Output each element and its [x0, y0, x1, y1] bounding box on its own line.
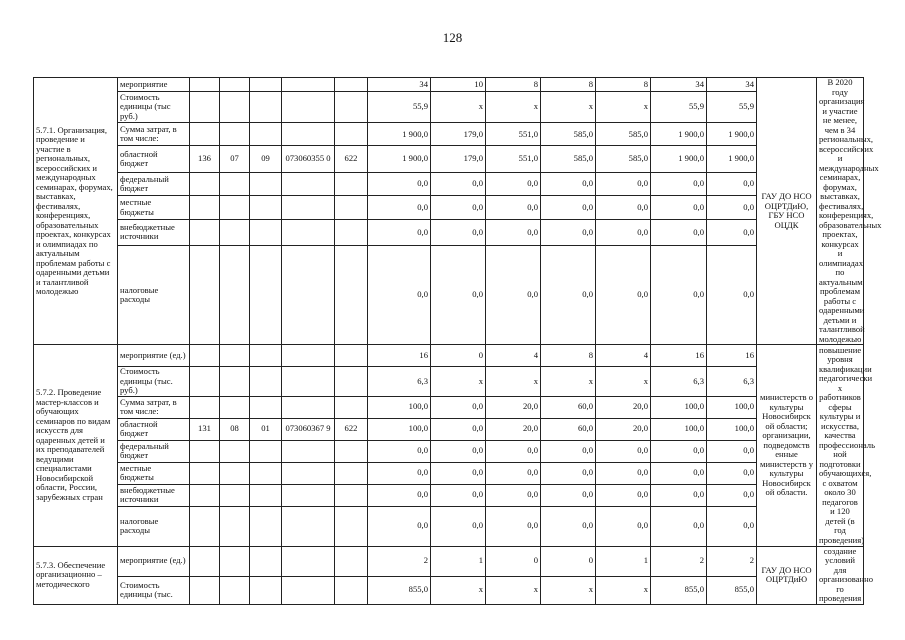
code-vr-empty — [335, 367, 368, 397]
indicator-label: областной бюджет — [118, 418, 190, 440]
value-cell: 1 900,0 — [707, 146, 757, 173]
value-cell: 8 — [541, 78, 596, 92]
code-vr-empty — [335, 462, 368, 484]
code-rz-empty — [220, 484, 250, 506]
code-rz: 07 — [220, 146, 250, 173]
value-cell: 6,3 — [707, 367, 757, 397]
table-row — [34, 576, 864, 604]
indicator-label: областной бюджет — [118, 146, 190, 173]
value-cell: 0,0 — [541, 506, 596, 546]
value-cell: 0,0 — [596, 196, 651, 219]
code-csr-empty — [282, 91, 335, 122]
value-cell: 4 — [486, 345, 541, 367]
value-cell: 0,0 — [431, 196, 486, 219]
code-grbs-empty — [190, 546, 220, 576]
code-csr-empty — [282, 462, 335, 484]
value-cell: 0,0 — [651, 219, 707, 246]
value-cell: 2 — [707, 546, 757, 576]
value-cell: 8 — [596, 78, 651, 92]
value-cell: 0,0 — [486, 196, 541, 219]
code-vr-empty — [335, 123, 368, 146]
table-row — [34, 345, 864, 367]
code-vr-empty — [335, 246, 368, 345]
value-cell: 16 — [707, 345, 757, 367]
value-cell: 0,0 — [486, 246, 541, 345]
value-cell: 100,0 — [651, 396, 707, 418]
code-csr-empty — [282, 506, 335, 546]
value-cell: 34 — [368, 78, 431, 92]
code-vr-empty — [335, 546, 368, 576]
code-rz-empty — [220, 78, 250, 92]
code-grbs-empty — [190, 367, 220, 397]
code-pr-empty — [250, 440, 282, 462]
code-pr-empty — [250, 367, 282, 397]
value-cell: 34 — [707, 78, 757, 92]
value-cell: 585,0 — [541, 123, 596, 146]
value-cell: 0,0 — [541, 440, 596, 462]
value-cell: 0,0 — [368, 462, 431, 484]
code-rz-empty — [220, 396, 250, 418]
value-cell: 585,0 — [596, 146, 651, 173]
value-cell: 0 — [541, 546, 596, 576]
executor: министерств о культуры Новосибирск ой области; организации, подведомств енные министерств у культуры Новосибирск ой области. — [757, 345, 817, 547]
measure-title: 5.7.3. Обеспечение организационно – методического — [34, 546, 118, 604]
value-cell: 0,0 — [651, 172, 707, 195]
value-cell: 1 900,0 — [368, 146, 431, 173]
value-cell: 0,0 — [431, 462, 486, 484]
value-cell: х — [541, 576, 596, 604]
code-rz-empty — [220, 345, 250, 367]
value-cell: 179,0 — [431, 146, 486, 173]
value-cell: х — [486, 91, 541, 122]
code-vr-empty — [335, 440, 368, 462]
expected-result: повышение уровня квалификации педагогически х работников сферы культуры и искусства, качества профессиональ ной подготовки обучающихся, с охватом около 30 педагогов и 120 детей (в год проведения) — [817, 345, 864, 547]
value-cell: 0,0 — [486, 219, 541, 246]
code-rz-empty — [220, 172, 250, 195]
table-row — [34, 172, 864, 195]
executor: ГАУ ДО НСО ОЦРТДиЮ, ГБУ НСО ОЦДК — [757, 78, 817, 345]
value-cell: 0,0 — [596, 440, 651, 462]
code-rz-empty — [220, 462, 250, 484]
code-csr-empty — [282, 440, 335, 462]
value-cell: 0,0 — [596, 172, 651, 195]
value-cell: 0,0 — [431, 396, 486, 418]
indicator-label: Стоимость единицы (тыс руб.) — [118, 91, 190, 122]
table-row — [34, 78, 864, 92]
value-cell: 55,9 — [651, 91, 707, 122]
code-grbs-empty — [190, 462, 220, 484]
code-grbs: 131 — [190, 418, 220, 440]
indicator-label: мероприятие (ед.) — [118, 345, 190, 367]
value-cell: 0,0 — [486, 462, 541, 484]
code-grbs-empty — [190, 219, 220, 246]
value-cell: 0,0 — [368, 219, 431, 246]
code-csr: 073060367 9 — [282, 418, 335, 440]
code-pr: 09 — [250, 146, 282, 173]
value-cell: 0,0 — [707, 506, 757, 546]
value-cell: 551,0 — [486, 123, 541, 146]
code-pr: 01 — [250, 418, 282, 440]
code-csr-empty — [282, 484, 335, 506]
value-cell: 179,0 — [431, 123, 486, 146]
value-cell: 0,0 — [651, 506, 707, 546]
code-pr-empty — [250, 219, 282, 246]
value-cell: 1 — [431, 546, 486, 576]
indicator-label: местные бюджеты — [118, 196, 190, 219]
code-grbs-empty — [190, 123, 220, 146]
value-cell: 0,0 — [541, 484, 596, 506]
value-cell: 0,0 — [707, 196, 757, 219]
code-grbs-empty — [190, 576, 220, 604]
value-cell: 585,0 — [541, 146, 596, 173]
value-cell: 0,0 — [651, 484, 707, 506]
indicator-label: Стоимость единицы (тыс. — [118, 576, 190, 604]
code-rz-empty — [220, 506, 250, 546]
indicator-label: налоговые расходы — [118, 246, 190, 345]
value-cell: 6,3 — [368, 367, 431, 397]
value-cell: х — [541, 91, 596, 122]
table-row — [34, 91, 864, 122]
code-vr-empty — [335, 172, 368, 195]
value-cell: 20,0 — [486, 418, 541, 440]
code-csr-empty — [282, 546, 335, 576]
value-cell: 0,0 — [368, 440, 431, 462]
indicator-label: Стоимость единицы (тыс. руб.) — [118, 367, 190, 397]
table-row — [34, 146, 864, 173]
code-vr-empty — [335, 576, 368, 604]
code-vr-empty — [335, 506, 368, 546]
indicator-label: федеральный бюджет — [118, 440, 190, 462]
table-row — [34, 546, 864, 576]
value-cell: 60,0 — [541, 418, 596, 440]
code-rz-empty — [220, 246, 250, 345]
code-vr-empty — [335, 484, 368, 506]
value-cell: 551,0 — [486, 146, 541, 173]
value-cell: 100,0 — [707, 396, 757, 418]
code-csr-empty — [282, 219, 335, 246]
table-row — [34, 418, 864, 440]
value-cell: 855,0 — [651, 576, 707, 604]
code-pr-empty — [250, 484, 282, 506]
value-cell: 0,0 — [707, 219, 757, 246]
value-cell: 0,0 — [368, 246, 431, 345]
value-cell: 20,0 — [596, 396, 651, 418]
value-cell: х — [541, 367, 596, 397]
value-cell: 0,0 — [596, 506, 651, 546]
code-pr-empty — [250, 78, 282, 92]
code-pr-empty — [250, 246, 282, 345]
value-cell: 20,0 — [596, 418, 651, 440]
value-cell: 0,0 — [486, 506, 541, 546]
value-cell: 100,0 — [368, 418, 431, 440]
value-cell: х — [431, 576, 486, 604]
measure-title: 5.7.2. Проведение мастер-классов и обучающих семинаров по видам искусств для одаренных детей и их преподавателей ведущими специалистами Новосибирской области, России, зарубежных стран — [34, 345, 118, 547]
code-csr-empty — [282, 123, 335, 146]
value-cell: 1 900,0 — [651, 123, 707, 146]
value-cell: 2 — [651, 546, 707, 576]
code-pr-empty — [250, 462, 282, 484]
code-grbs: 136 — [190, 146, 220, 173]
value-cell: 0,0 — [541, 462, 596, 484]
code-grbs-empty — [190, 91, 220, 122]
table-row — [34, 367, 864, 397]
value-cell: х — [486, 367, 541, 397]
value-cell: 1 900,0 — [651, 146, 707, 173]
value-cell: 8 — [541, 345, 596, 367]
value-cell: 8 — [486, 78, 541, 92]
table-row — [34, 196, 864, 219]
code-pr-empty — [250, 546, 282, 576]
value-cell: 0,0 — [431, 172, 486, 195]
code-pr-empty — [250, 91, 282, 122]
table-row — [34, 506, 864, 546]
code-vr-empty — [335, 219, 368, 246]
code-rz-empty — [220, 367, 250, 397]
value-cell: 0,0 — [707, 484, 757, 506]
value-cell: х — [431, 91, 486, 122]
value-cell: 1 900,0 — [707, 123, 757, 146]
indicator-label: внебюджетные источники — [118, 219, 190, 246]
value-cell: 0,0 — [368, 506, 431, 546]
value-cell: 0 — [431, 345, 486, 367]
code-csr: 073060355 0 — [282, 146, 335, 173]
code-grbs-empty — [190, 440, 220, 462]
code-vr: 622 — [335, 418, 368, 440]
value-cell: 0,0 — [707, 440, 757, 462]
code-csr-empty — [282, 367, 335, 397]
page-number: 128 — [442, 30, 463, 45]
value-cell: 100,0 — [651, 418, 707, 440]
code-csr-empty — [282, 396, 335, 418]
code-rz: 08 — [220, 418, 250, 440]
value-cell: 0,0 — [431, 440, 486, 462]
value-cell: 585,0 — [596, 123, 651, 146]
value-cell: 0,0 — [368, 172, 431, 195]
value-cell: 55,9 — [368, 91, 431, 122]
value-cell: 16 — [368, 345, 431, 367]
value-cell: 0,0 — [707, 246, 757, 345]
table-row — [34, 484, 864, 506]
value-cell: х — [431, 367, 486, 397]
value-cell: 0,0 — [431, 246, 486, 345]
value-cell: 100,0 — [707, 418, 757, 440]
value-cell: 0,0 — [596, 219, 651, 246]
value-cell: 0,0 — [651, 440, 707, 462]
value-cell: х — [596, 91, 651, 122]
indicator-label: мероприятие — [118, 78, 190, 92]
indicator-label: внебюджетные источники — [118, 484, 190, 506]
value-cell: 10 — [431, 78, 486, 92]
table-row — [34, 246, 864, 345]
code-grbs-empty — [190, 196, 220, 219]
code-csr-empty — [282, 576, 335, 604]
code-vr-empty — [335, 78, 368, 92]
code-vr-empty — [335, 396, 368, 418]
code-vr-empty — [335, 345, 368, 367]
executor: ГАУ ДО НСО ОЦРТДиЮ — [757, 546, 817, 604]
value-cell: 0,0 — [486, 440, 541, 462]
code-vr: 622 — [335, 146, 368, 173]
code-rz-empty — [220, 91, 250, 122]
code-csr-empty — [282, 246, 335, 345]
value-cell: 55,9 — [707, 91, 757, 122]
value-cell: 6,3 — [651, 367, 707, 397]
code-csr-empty — [282, 196, 335, 219]
code-csr-empty — [282, 78, 335, 92]
code-pr-empty — [250, 506, 282, 546]
code-csr-empty — [282, 345, 335, 367]
value-cell: 855,0 — [707, 576, 757, 604]
table-row — [34, 440, 864, 462]
program-measures-table — [33, 77, 882, 605]
value-cell: 0,0 — [596, 246, 651, 345]
value-cell: 100,0 — [368, 396, 431, 418]
value-cell: 0,0 — [541, 219, 596, 246]
value-cell: 20,0 — [486, 396, 541, 418]
expected-result: создание условий для организованно го проведения — [817, 546, 864, 604]
indicator-label: Сумма затрат, в том числе: — [118, 396, 190, 418]
value-cell: 16 — [651, 345, 707, 367]
value-cell: 0,0 — [431, 506, 486, 546]
indicator-label: Сумма затрат, в том числе: — [118, 123, 190, 146]
table-row — [34, 219, 864, 246]
code-grbs-empty — [190, 172, 220, 195]
table-row — [34, 123, 864, 146]
table-row — [34, 396, 864, 418]
code-rz-empty — [220, 219, 250, 246]
value-cell: 0,0 — [707, 172, 757, 195]
indicator-label: местные бюджеты — [118, 462, 190, 484]
value-cell: 34 — [651, 78, 707, 92]
value-cell: 4 — [596, 345, 651, 367]
code-vr-empty — [335, 91, 368, 122]
code-grbs-empty — [190, 246, 220, 345]
expected-result: В 2020 году организация и участие не менее, чем в 34 региональных, всероссийских и международных семинарах, форумах, выставках, фестивалях, конференциях, образовательных проектах, конкурсах и олимпиадах по актуальным проблемам работы с одаренными детьми и талантливой молодежью — [817, 78, 864, 345]
code-csr-empty — [282, 172, 335, 195]
code-grbs-empty — [190, 484, 220, 506]
table-row — [34, 462, 864, 484]
code-pr-empty — [250, 196, 282, 219]
code-grbs-empty — [190, 78, 220, 92]
measure-title: 5.7.1. Организация, проведение и участие в региональных, всероссийских и международных семинарах, форумах, выставках, фестивалях, конференциях, образовательных проектах, конкурсах и олимпиадах по актуальным проблемам работы с одаренными детьми и талантливой молодежью — [34, 78, 118, 345]
value-cell: 0,0 — [368, 196, 431, 219]
code-pr-empty — [250, 345, 282, 367]
value-cell: 0,0 — [431, 484, 486, 506]
code-rz-empty — [220, 196, 250, 219]
value-cell: 2 — [368, 546, 431, 576]
value-cell: х — [596, 367, 651, 397]
code-grbs-empty — [190, 396, 220, 418]
value-cell: 0,0 — [486, 484, 541, 506]
value-cell: 0,0 — [431, 219, 486, 246]
indicator-label: налоговые расходы — [118, 506, 190, 546]
indicator-label: федеральный бюджет — [118, 172, 190, 195]
code-rz-empty — [220, 440, 250, 462]
code-pr-empty — [250, 123, 282, 146]
value-cell: 0,0 — [541, 246, 596, 345]
value-cell: 0,0 — [541, 172, 596, 195]
code-rz-empty — [220, 576, 250, 604]
value-cell: 0,0 — [368, 484, 431, 506]
code-grbs-empty — [190, 506, 220, 546]
value-cell: 0,0 — [707, 462, 757, 484]
code-vr-empty — [335, 196, 368, 219]
value-cell: 0,0 — [651, 462, 707, 484]
value-cell: 60,0 — [541, 396, 596, 418]
value-cell: х — [486, 576, 541, 604]
value-cell: 0,0 — [651, 196, 707, 219]
value-cell: 0,0 — [431, 418, 486, 440]
value-cell: 1 — [596, 546, 651, 576]
indicator-label: мероприятие (ед.) — [118, 546, 190, 576]
value-cell: 0,0 — [596, 484, 651, 506]
code-pr-empty — [250, 576, 282, 604]
value-cell: 855,0 — [368, 576, 431, 604]
value-cell: 0 — [486, 546, 541, 576]
code-pr-empty — [250, 172, 282, 195]
value-cell: 0,0 — [651, 246, 707, 345]
value-cell: 0,0 — [541, 196, 596, 219]
value-cell: х — [596, 576, 651, 604]
value-cell: 1 900,0 — [368, 123, 431, 146]
code-pr-empty — [250, 396, 282, 418]
code-rz-empty — [220, 546, 250, 576]
value-cell: 0,0 — [486, 172, 541, 195]
value-cell: 0,0 — [596, 462, 651, 484]
code-rz-empty — [220, 123, 250, 146]
code-grbs-empty — [190, 345, 220, 367]
